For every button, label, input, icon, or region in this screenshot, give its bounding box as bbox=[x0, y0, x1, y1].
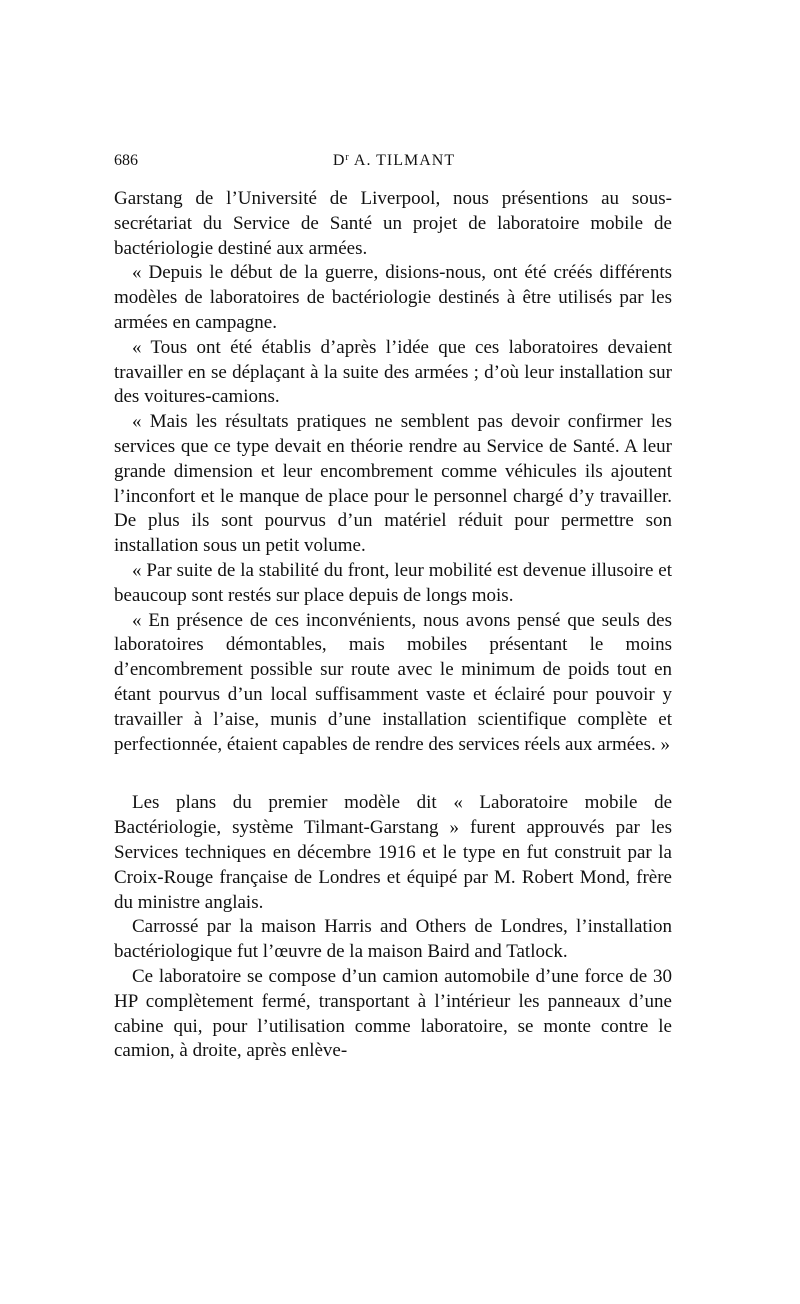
page-header bbox=[114, 152, 674, 176]
paragraph-quote-2: « Tous ont été établis d’après l’idée que ces laboratoires devaient travailler en se déplaçant à la suite des armées ; d’où leur installation sur des voitures-camions. bbox=[114, 336, 672, 408]
paragraph-laboratoire: Ce laboratoire se compose d’un camion automobile d’une force de 30 HP complètement fermé, transportant à l’intérieur les panneaux d’une cabine qui, pour l’utilisation comme laboratoire, se monte contre le camion, à droite, après enlève- bbox=[114, 965, 672, 1062]
paragraph-carrosse: Carrossé par la maison Harris and Others de Londres, l’installation bactériologique fut l’œuvre de la maison Baird and Tatlock. bbox=[114, 916, 672, 963]
author-superscript: r bbox=[345, 152, 350, 163]
author-name: A. TILMANT bbox=[349, 152, 456, 169]
paragraph-quote-4: « Par suite de la stabilité du front, leur mobilité est devenue illusoire et beaucoup sont restés sur place depuis de longs mois. bbox=[114, 559, 672, 606]
running-head-author bbox=[114, 152, 674, 170]
body-text bbox=[114, 187, 672, 1064]
paragraph-quote-1: « Depuis le début de la guerre, disions-nous, ont été créés différents modèles de laboratoires de bactériologie destinés à être utilisés par les armées en campagne. bbox=[114, 262, 672, 333]
paragraph-plans: Les plans du premier modèle dit « Laboratoire mobile de Bactériologie, système Tilmant-Garstang » furent approuvés par les Services techniques en décembre 1916 et le type en fut construit par la Croix-Rouge française de Londres et équipé par M. Robert Mond, frère du ministre anglais. bbox=[114, 792, 672, 913]
author-prefix: D bbox=[332, 152, 346, 169]
paragraph-continuation: Garstang de l’Université de Liverpool, nous présentions au sous-secrétariat du Service de Santé un projet de laboratoire mobile de bactériologie destiné aux armées. bbox=[114, 188, 672, 259]
paragraph-quote-3: « Mais les résultats pratiques ne semblent pas devoir confirmer les services que ce type devait en théorie rendre au Service de Santé. A leur grande dimension et leur encombrement comme véhicules ils ajoutent l’inconfort et le manque de place pour le personnel chargé d’y travailler. De plus ils sont pourvus d’un matériel réduit pour permettre son installation sous un petit volume. bbox=[114, 411, 672, 557]
paragraph-quote-5: « En présence de ces inconvénients, nous avons pensé que seuls des laboratoires démontables, mais mobiles présentant le moins d’encombrement possible sur route avec le minimum de poids tout en étant pourvus d’un local suffisamment vaste et éclairé pour pouvoir y travailler à l’aise, munis d’une installation scientifique complète et perfectionnée, étaient capables de rendre des services réels aux armées. » bbox=[114, 609, 672, 755]
page-number: 686 bbox=[114, 152, 138, 169]
